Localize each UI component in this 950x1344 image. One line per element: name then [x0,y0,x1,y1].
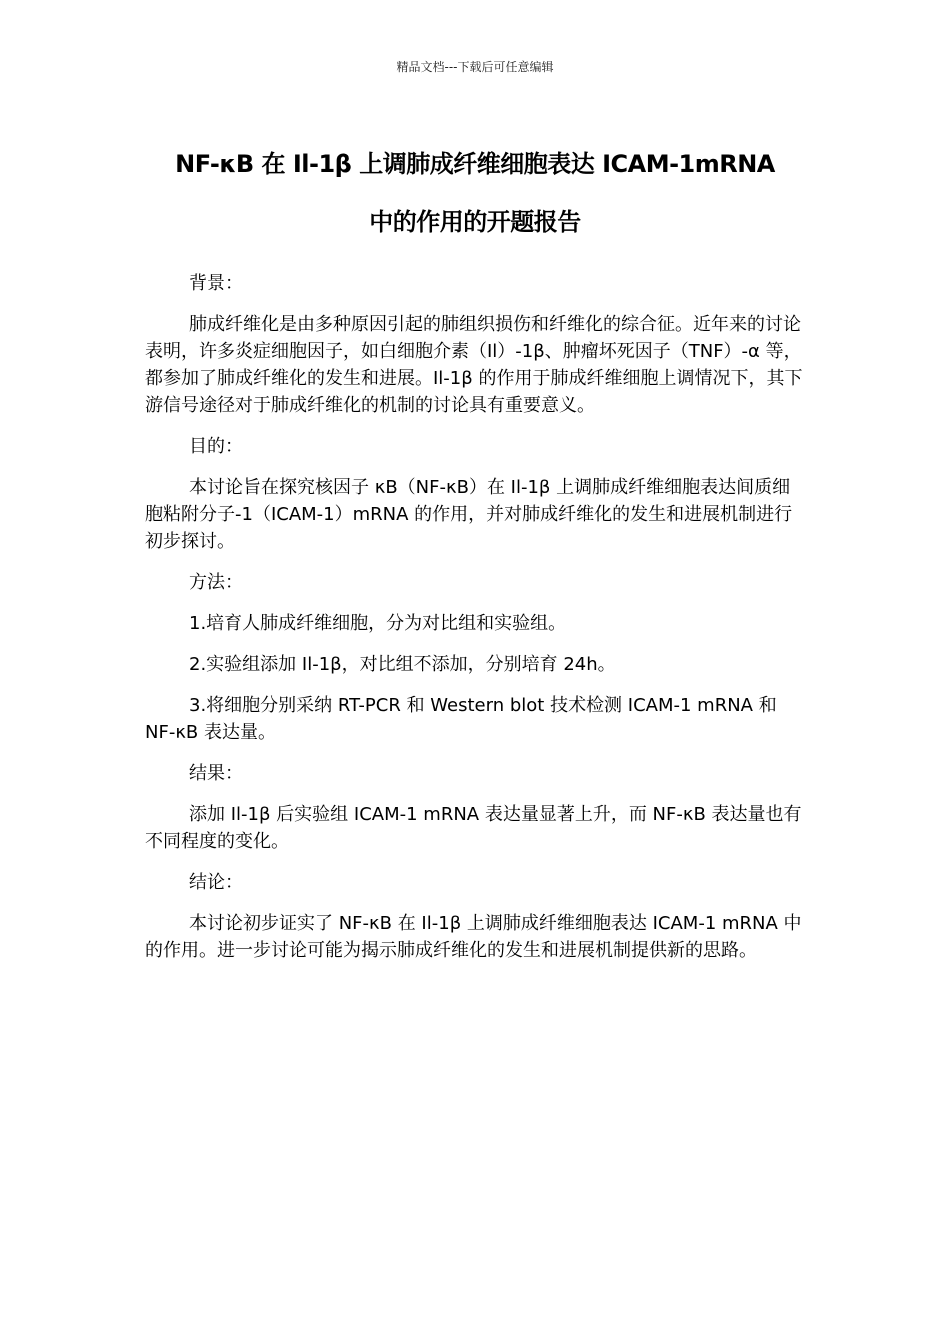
document-body [145,270,807,978]
conclusion-heading: 结论： [189,872,243,893]
method-step-3: 3.将细胞分别采纳 RT-PCR 和 Western blot 技术检测 ICAM-1 mRNA 和 NF-κB 表达量。 [145,695,777,743]
method-step-1: 1.培育人肺成纤维细胞，分为对比组和实验组。 [189,613,567,634]
method-heading: 方法： [189,572,243,593]
background-heading: 背景： [189,273,243,294]
result-heading: 结果： [189,763,243,784]
document-title-line-2: 中的作用的开题报告 [369,208,581,236]
document-title-line-1: NF-κB 在 Il-1β 上调肺成纤维细胞表达 ICAM-1mRNA [175,150,775,178]
document-title [120,135,830,251]
background-paragraph: 肺成纤维化是由多种原因引起的肺组织损伤和纤维化的综合征。近年来的讨论表明，许多炎症细胞因子，如白细胞介素（Il）-1β、肿瘤坏死因子（TNF）-α 等，都参加了肺成纤维化的发生和进展。Il-1β 的作用于肺成纤维细胞上调情况下，其下游信号途径对于肺成纤维化的机制的讨论具有重要意义。 [145,314,803,416]
conclusion-paragraph: 本讨论初步证实了 NF-κB 在 Il-1β 上调肺成纤维细胞表达 ICAM-1 mRNA 中的作用。进一步讨论可能为揭示肺成纤维化的发生和进展机制提供新的思路。 [145,913,802,961]
page-header-note: 精品文档---下载后可任意编辑 [396,60,554,74]
purpose-heading: 目的： [189,436,243,457]
result-paragraph: 添加 Il-1β 后实验组 ICAM-1 mRNA 表达量显著上升，而 NF-κB 表达量也有不同程度的变化。 [145,804,802,852]
purpose-paragraph: 本讨论旨在探究核因子 κB（NF-κB）在 Il-1β 上调肺成纤维细胞表达间质细胞粘附分子-1（ICAM-1）mRNA 的作用，并对肺成纤维化的发生和进展机制进行初步探讨。 [145,477,793,552]
method-step-2: 2.实验组添加 Il-1β，对比组不添加，分别培育 24h。 [189,654,616,675]
